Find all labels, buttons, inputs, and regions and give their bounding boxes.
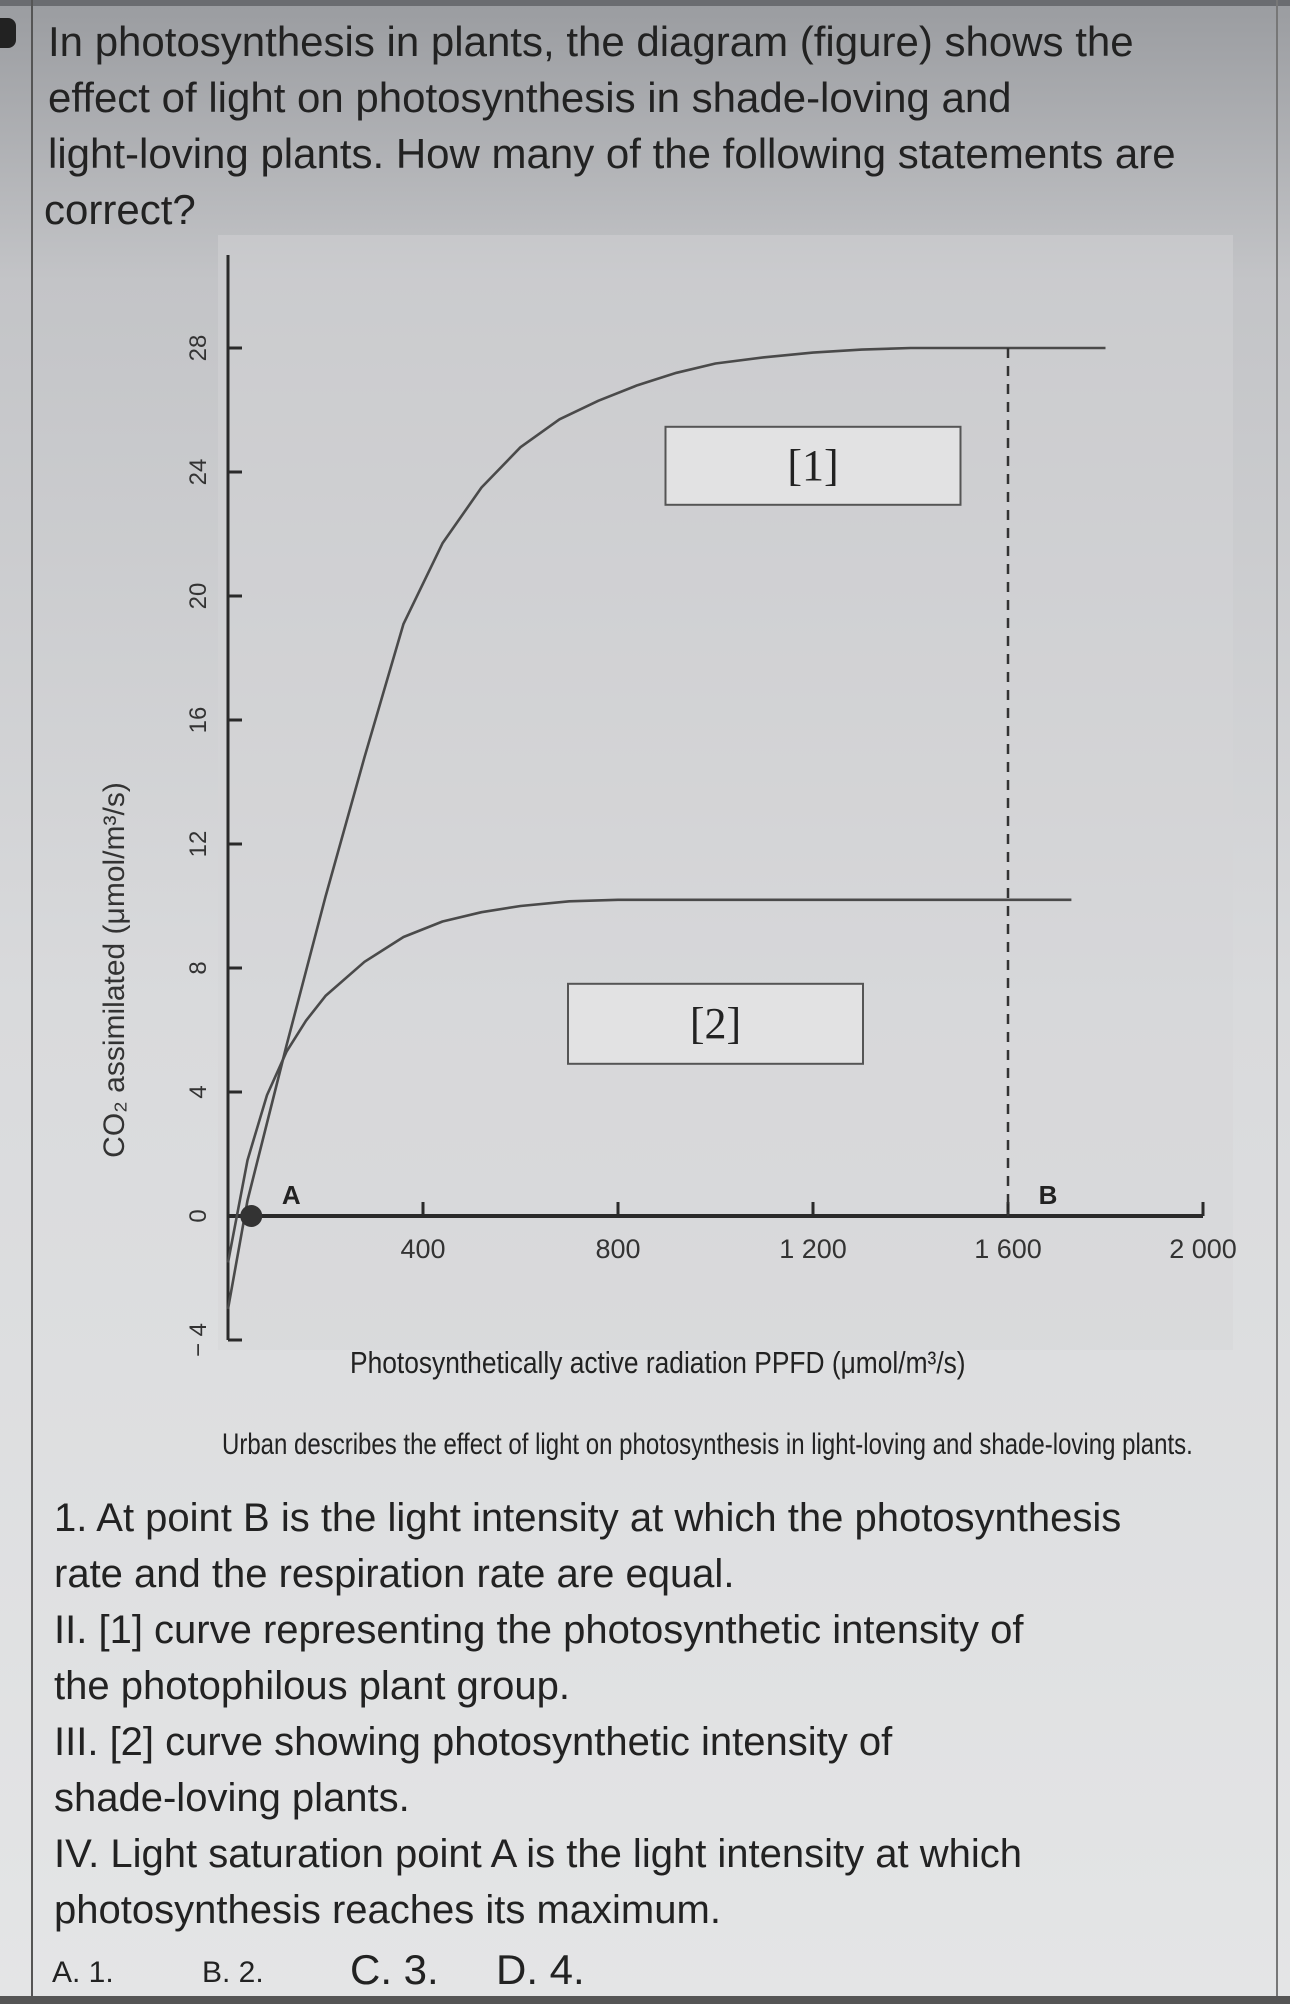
x-tick-label: 2 000 (1169, 1234, 1237, 1264)
point-label-a: A (281, 1180, 301, 1210)
y-tick-label: 16 (185, 706, 212, 734)
y-tick-label: − 4 (185, 1322, 212, 1358)
statement-line: shade-loving plants. (54, 1776, 410, 1820)
option-d[interactable]: D. 4. (496, 1946, 585, 1993)
statement-line: IV. Light saturation point A is the light intensity at which (54, 1832, 1023, 1876)
series-label: [2] (689, 998, 742, 1048)
figure-caption: Urban describes the effect of light on photosynthesis in light-loving and shade-loving plants. (222, 1428, 1193, 1461)
option-a[interactable]: A. 1. (52, 1956, 114, 1989)
photosynthesis-chart (0, 230, 1290, 1470)
series-label: [1] (787, 440, 839, 490)
top-border (0, 0, 1290, 6)
y-tick-label: 24 (185, 458, 212, 486)
statements-list (54, 1490, 1254, 1938)
option-c[interactable]: C. 3. (350, 1946, 439, 1993)
y-tick-label: 4 (185, 1085, 212, 1099)
plot-area (218, 235, 1233, 1350)
statement-line: 1. At point B is the light intensity at which the photosynthesis (54, 1496, 1122, 1540)
y-tick-label: 28 (185, 334, 212, 362)
statement-line: II. [1] curve representing the photosynthetic intensity of (54, 1608, 1024, 1652)
bottom-border (0, 1996, 1290, 2004)
compensation-point-marker (240, 1205, 262, 1227)
x-axis-label: Photosynthetically active radiation PPFD (μmol/m³/s) (350, 1345, 966, 1380)
x-tick-label: 1 600 (974, 1234, 1042, 1264)
answer-options (52, 1946, 952, 1996)
question-text (44, 14, 1263, 238)
statement-line: III. [2] curve showing photosynthetic intensity of (54, 1720, 893, 1764)
statement-line: the photophilous plant group. (54, 1664, 570, 1708)
y-tick-label: 8 (185, 961, 212, 975)
y-tick-label: 20 (185, 582, 212, 610)
statement-line: rate and the respiration rate are equal. (54, 1552, 735, 1596)
y-tick-label: 0 (185, 1209, 212, 1223)
y-tick-label: 12 (185, 830, 212, 858)
option-b[interactable]: B. 2. (202, 1956, 264, 1989)
question-line: effect of light on photosynthesis in shade-loving and (48, 74, 1012, 121)
point-label-b: B (1038, 1180, 1058, 1210)
y-axis-label: CO₂ assimilated (μmol/m³/s) (98, 782, 131, 1158)
chart (0, 230, 1290, 1470)
statement-line: photosynthesis reaches its maximum. (54, 1888, 721, 1932)
x-tick-label: 400 (400, 1234, 446, 1264)
question-line: In photosynthesis in plants, the diagram (figure) shows the (48, 18, 1134, 65)
question-line: light-loving plants. How many of the following statements are (48, 130, 1176, 177)
x-tick-label: 800 (595, 1234, 641, 1264)
question-number-marker (0, 18, 16, 48)
x-tick-label: 1 200 (779, 1234, 847, 1264)
question-line: correct? (44, 186, 196, 233)
